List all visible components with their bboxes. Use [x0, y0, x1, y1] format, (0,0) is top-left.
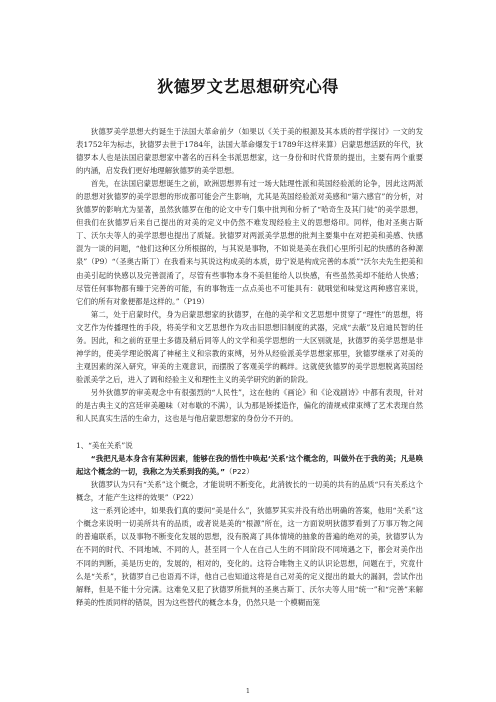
paragraph-intro: 狄德罗美学思想大约诞生于法国大革命前夕（如果以《关于美的根源及其本质的哲学探讨》一文的发表1752年为标志，狄德罗去世于1784年，法国大革命爆发于1789年这样来算）启蒙思想活跃的年代，狄德罗本人也是法国启蒙思想家中著名的百科全书派思想家，这一身份和时代背景的提出，主要有两个重要的内涵，启发我们更好地理解狄德罗的美学思想。 — [76, 127, 423, 176]
paragraph-people-nature: 另外狄德罗的审美观念中有很强烈的“人民性”，这在他的《画论》和《论戏剧诗》中都有表现，针对的是古典主义的宫廷审美趣味（对布歇的不满），认为那是矫揉造作，偏化的清规戒律束缚了艺术表现自然和人民真实生活的生命力，这也是与他启蒙思想家的身份分不开的。 — [76, 387, 423, 424]
page-number: 1 — [245, 687, 251, 695]
section-gap — [76, 425, 423, 439]
paragraph-relation-analysis: 这一系列论述中，如果我们真的要问“美是什么”，狄德罗其实并没有给出明确的答案，他用“关系”这个概念来说明一切美所共有的品质，或者说是美的“根源”所在，这一方面说明狄德罗看到了万事万物之间的普遍联系，以及事物不断变化发展的思想，没有脱离了具体情境的抽象的普遍的绝对的美，狄德罗认为在不同的时代、不同地域、不同的人，甚至同一个人在自己人生的不同阶段不同境遇之下，都会对美作出不同的判断，美是历史的，发展的，相对的，变化的。这符合唯物主义的认识论思想，问题在于，究竟什么是“关系”，狄德罗自己也语焉不详，他自己也知道这将是自己对美的定义提出的最大的漏洞，尝试作出解释，但是不能十分完满。这难免又犯了狄德罗所批判的圣奥古斯丁、沃尔夫等人用“统一”和“完善”来解释美的性质同样的错误，因为这些替代的概念本身，仍然只是一个模糊而笼 — [76, 506, 423, 607]
quote-text: “我把凡是本身含有某种因素，能够在我的悟性中唤起‘关系’这个概念的，叫做外在于我的美；凡是唤起这个概念的一切，我称之为关系到我的美。” — [76, 454, 423, 477]
paragraph-relation-concept: 狄德罗认为只有“关系”这个概念，才能说明不断变化，此消彼长的一切美的共有的品质“只有关系这个概念，才能产生这样的效果”（P22） — [76, 480, 423, 503]
paragraph-second-point: 第二，处于启蒙时代，身为启蒙思想家的狄德罗，在他的美学和文艺思想中贯穿了“理性”的思想，将文艺作为传播理性的手段，将美学和文艺思想作为攻击旧思想旧制度的武器，完成“去蔽”及启迪民智的任务。因此，和之前的亚里士多德及稍后同等人的文学和美学思想的一大区别就是，狄德罗的美学思想是非神学的，使美学理论脱离了神秘主义和宗教的束缚，另外从经验派美学思想家那里，狄德罗继承了对美的主观因素的深入研究，审美的主观意识，而摆脱了客观美学的羁绊。这就使狄德罗的美学思想脱离英国经验派美学之后，进入了调和经验主义和理性主义的美学研究的新的阶段。 — [76, 309, 423, 384]
document-title: 狄德罗文艺思想研究心得 — [157, 77, 339, 96]
quote-reference: （P22） — [224, 467, 254, 477]
block-quote — [76, 452, 423, 478]
document-body — [76, 125, 423, 609]
section-heading: 1、“美在关系”说 — [76, 441, 133, 451]
paragraph-first-point: 首先，在法国启蒙思想诞生之前，欧洲思想界有过一场大陆理性派和英国经验派的论争，因此这两派的思想对狄德罗的美学思想的形成都可能会产生影响，尤其是英国经验派对美感和“第六感官”的分析，对狄德罗的影响尤为显著，虽然狄德罗在他的论文中专门集中批判和分析了“哈奇生及其门徒”的美学思想，但我们在狄德罗后来自己提出的对美的定义中仍然不难发现经验主义的思想烙印。同样，他对圣奥古斯丁、沃尔夫等人的美学思想也提出了质疑。狄德罗对两派美学思想的批判主要集中在对把美和美感、快感混为一谈的问题，“他们这种区分所根据的，与其说是事物，不如说是美在我们心里所引起的快感的各种源泉”（P9）“（圣奥古斯丁）在我看来与其说这构成美的本质，毋宁说是构成完善的本质”“沃尔夫先生把美和由美引起的快感以及完善混淆了，尽管有些事物本身不美但能给人以快感，有些虽然美却不能给人快感；尽管任何事物都有臻于完善的可能，有的事物连一点点美也不可能具有：就哦觉和味觉这两种感官来说，它们的所有对象便都是这样的。”（P19） — [76, 179, 423, 306]
